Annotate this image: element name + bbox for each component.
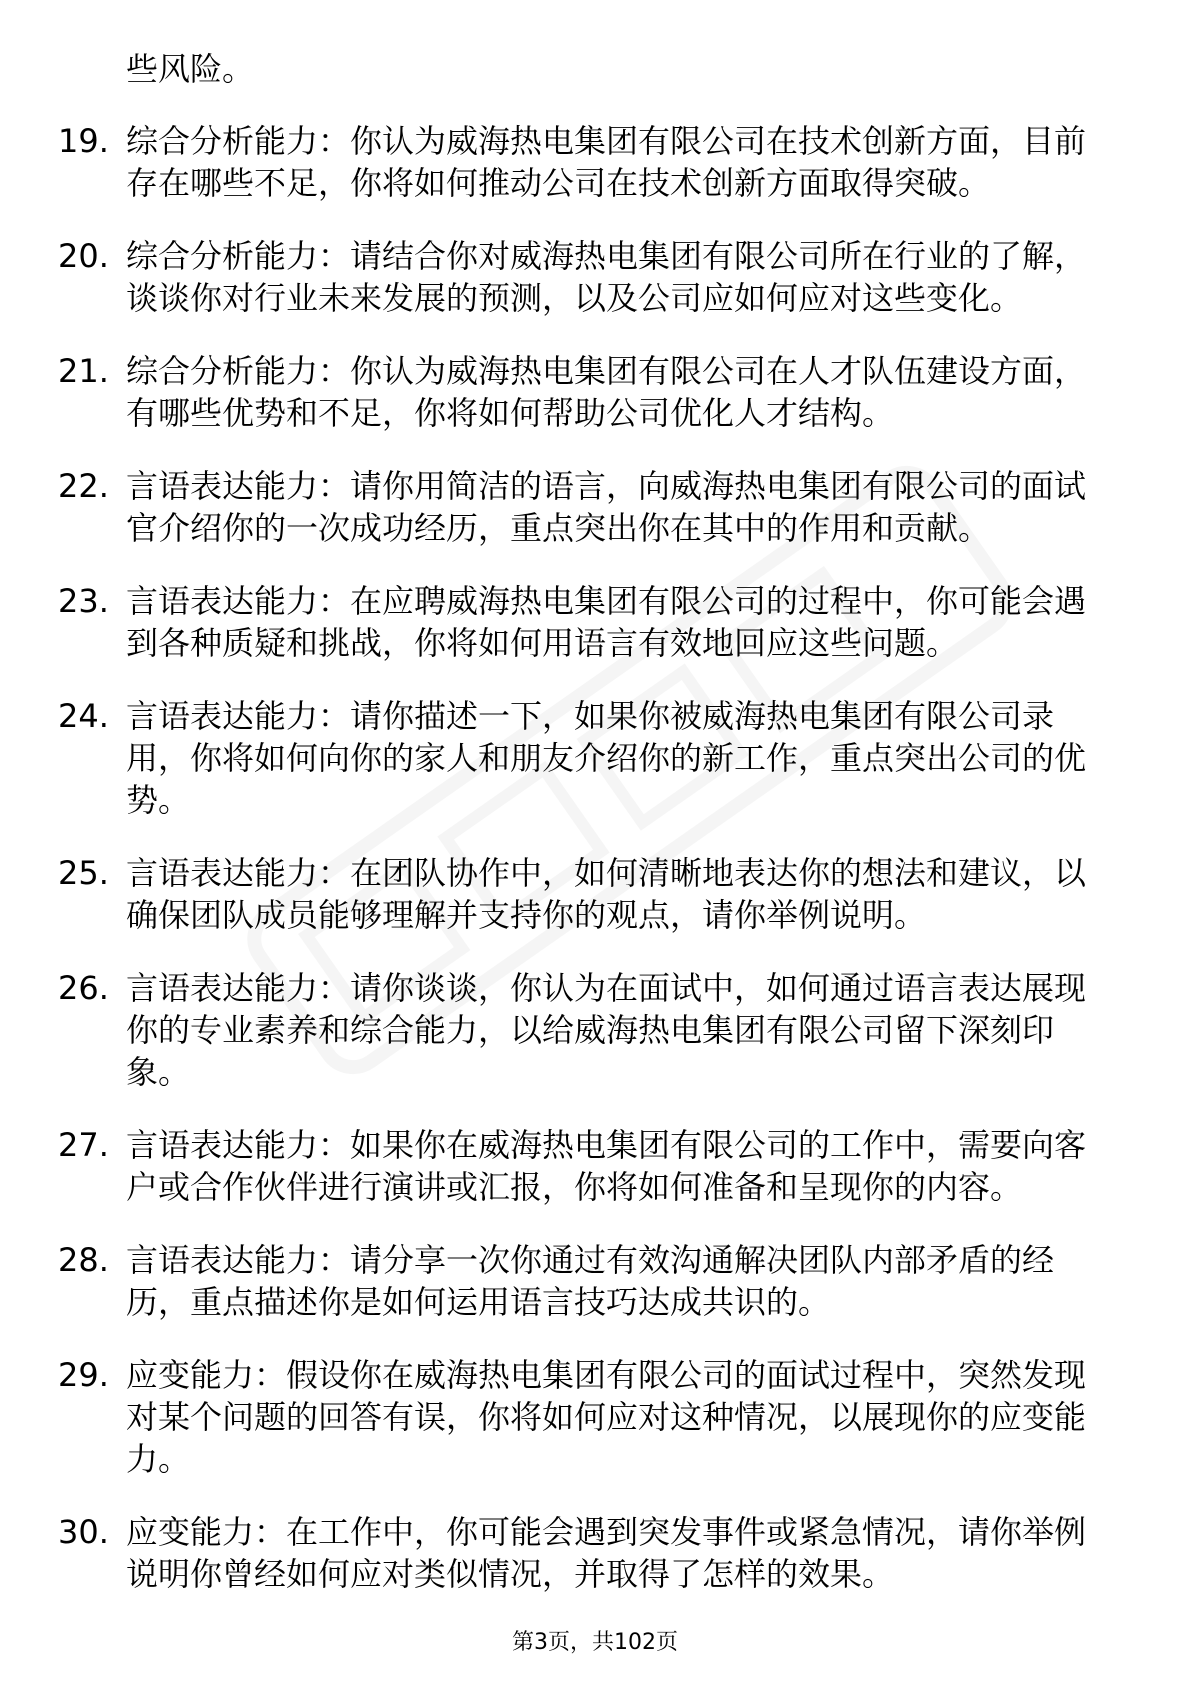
item-text: 言语表达能力：请分享一次你通过有效沟通解决团队内部矛盾的经历，重点描述你是如何运用语言技巧达成共识的。 <box>126 1241 1055 1321</box>
item-number: 29. <box>58 1356 109 1394</box>
item-number: 28. <box>58 1241 109 1279</box>
list-item <box>58 852 1108 936</box>
item-number: 24. <box>58 697 109 735</box>
question-list <box>58 48 1108 1626</box>
list-item <box>58 967 1108 1093</box>
list-item <box>58 1511 1108 1595</box>
item-number: 23. <box>58 582 109 620</box>
item-text: 综合分析能力：你认为威海热电集团有限公司在技术创新方面，目前存在哪些不足，你将如何推动公司在技术创新方面取得突破。 <box>126 122 1087 202</box>
list-item <box>58 1354 1108 1480</box>
list-item <box>58 1124 1108 1208</box>
list-item <box>58 580 1108 664</box>
item-text: 应变能力：假设你在威海热电集团有限公司的面试过程中，突然发现对某个问题的回答有误，你将如何应对这种情况，以展现你的应变能力。 <box>126 1356 1087 1478</box>
item-number: 25. <box>58 854 109 892</box>
item-text: 言语表达能力：在团队协作中，如何清晰地表达你的想法和建议，以确保团队成员能够理解并支持你的观点，请你举例说明。 <box>126 854 1087 934</box>
item-number: 27. <box>58 1126 109 1164</box>
item-number: 26. <box>58 969 109 1007</box>
item-text: 言语表达能力：请你谈谈，你认为在面试中，如何通过语言表达展现你的专业素养和综合能力，以给威海热电集团有限公司留下深刻印象。 <box>126 969 1087 1091</box>
item-text: 言语表达能力：如果你在威海热电集团有限公司的工作中，需要向客户或合作伙伴进行演讲或汇报，你将如何准备和呈现你的内容。 <box>126 1126 1087 1206</box>
item-number: 30. <box>58 1513 109 1551</box>
page-footer: 第3页，共102页 <box>512 1630 678 1655</box>
item-number: 20. <box>58 237 109 275</box>
item-text: 言语表达能力：请你用简洁的语言，向威海热电集团有限公司的面试官介绍你的一次成功经历，重点突出你在其中的作用和贡献。 <box>126 467 1087 547</box>
list-item <box>58 235 1108 319</box>
item-text: 言语表达能力：请你描述一下，如果你被威海热电集团有限公司录用，你将如何向你的家人和朋友介绍你的新工作，重点突出公司的优势。 <box>126 697 1087 819</box>
list-item <box>58 120 1108 204</box>
item-text: 综合分析能力：你认为威海热电集团有限公司在人才队伍建设方面，有哪些优势和不足，你将如何帮助公司优化人才结构。 <box>126 352 1087 432</box>
item-text: 应变能力：在工作中，你可能会遇到突发事件或紧急情况，请你举例说明你曾经如何应对类似情况，并取得了怎样的效果。 <box>126 1513 1087 1593</box>
list-item <box>58 465 1108 549</box>
item-number: 19. <box>58 122 109 160</box>
item-text: 言语表达能力：在应聘威海热电集团有限公司的过程中，你可能会遇到各种质疑和挑战，你将如何用语言有效地回应这些问题。 <box>126 582 1087 662</box>
item-number: 21. <box>58 352 109 390</box>
item-text: 综合分析能力：请结合你对威海热电集团有限公司所在行业的了解，谈谈你对行业未来发展的预测，以及公司应如何应对这些变化。 <box>126 237 1087 317</box>
list-item <box>58 695 1108 821</box>
item-number: 22. <box>58 467 109 505</box>
list-item <box>58 1239 1108 1323</box>
list-item <box>58 350 1108 434</box>
continued-text: 些风险。 <box>126 50 255 88</box>
